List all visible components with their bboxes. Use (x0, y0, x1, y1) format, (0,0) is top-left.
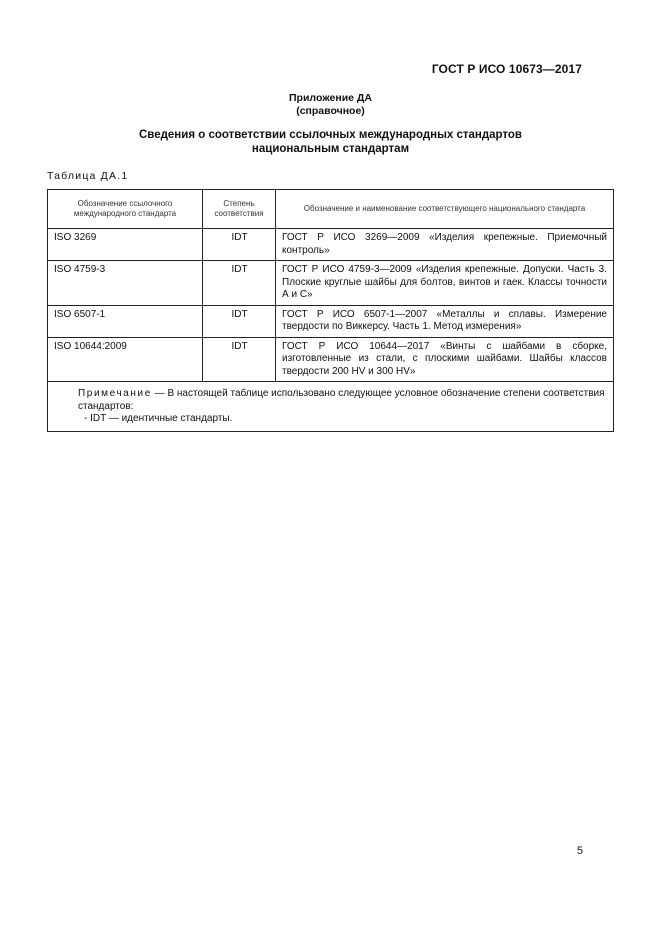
header-intl-standard: Обозначение ссылочного международного стандарта (48, 190, 203, 229)
note-paragraph (54, 388, 607, 413)
page-number: 5 (576, 845, 583, 857)
cell-national-standard: ГОСТ Р ИСО 3269—2009 «Изделия крепежные. Приемочный контроль» (276, 229, 614, 261)
annex-subtitle: (справочное) (296, 105, 365, 117)
header-national-standard: Обозначение и наименование соответствующего национального стандарта (276, 190, 614, 229)
cell-national-standard: ГОСТ Р ИСО 6507-1—2007 «Металлы и сплавы. Измерение твердости по Виккерсу. Часть 1. Метод измерения» (276, 305, 614, 337)
note-label: Примечание (78, 388, 152, 399)
correspondence-table (47, 189, 614, 432)
table-row (48, 337, 614, 382)
cell-intl-standard: ISO 3269 (48, 229, 203, 261)
table-row (48, 229, 614, 261)
cell-degree: IDT (203, 229, 276, 261)
document-code: ГОСТ Р ИСО 10673—2017 (431, 62, 582, 76)
table-header-row (48, 190, 614, 229)
header-degree: Степень соответствия (203, 190, 276, 229)
table-caption: Таблица ДА.1 (47, 170, 129, 182)
cell-degree: IDT (203, 337, 276, 382)
cell-intl-standard: ISO 6507-1 (48, 305, 203, 337)
cell-degree: IDT (203, 305, 276, 337)
table-note-row (48, 382, 614, 432)
section-heading (0, 128, 661, 156)
note-dash: — (151, 388, 168, 399)
cell-intl-standard: ISO 4759-3 (48, 261, 203, 306)
cell-national-standard: ГОСТ Р ИСО 10644—2017 «Винты с шайбами в сборке, изготовленные из стали, с плоскими шайбами. Шайбы классов твердости 200 HV и 300 HV» (276, 337, 614, 382)
annex-title: Приложение ДА (289, 92, 372, 104)
table-note (48, 382, 614, 432)
section-title-line1: Сведения о соответствии ссылочных международных стандартов (138, 129, 522, 141)
table-row (48, 261, 614, 306)
table-row (48, 305, 614, 337)
cell-national-standard: ГОСТ Р ИСО 4759-3—2009 «Изделия крепежные. Допуски. Часть 3. Плоские круглые шайбы для болтов, винтов и гаек. Классы точности А и С» (276, 261, 614, 306)
annex-heading (0, 92, 661, 118)
note-text: В настоящей таблице использовано следующее условное обозначение степени соответствия стандартов: (78, 388, 605, 412)
cell-degree: IDT (203, 261, 276, 306)
section-title-line2: национальным стандартам (251, 143, 410, 155)
cell-intl-standard: ISO 10644:2009 (48, 337, 203, 382)
note-item: - IDT — идентичные стандарты. (84, 413, 233, 424)
